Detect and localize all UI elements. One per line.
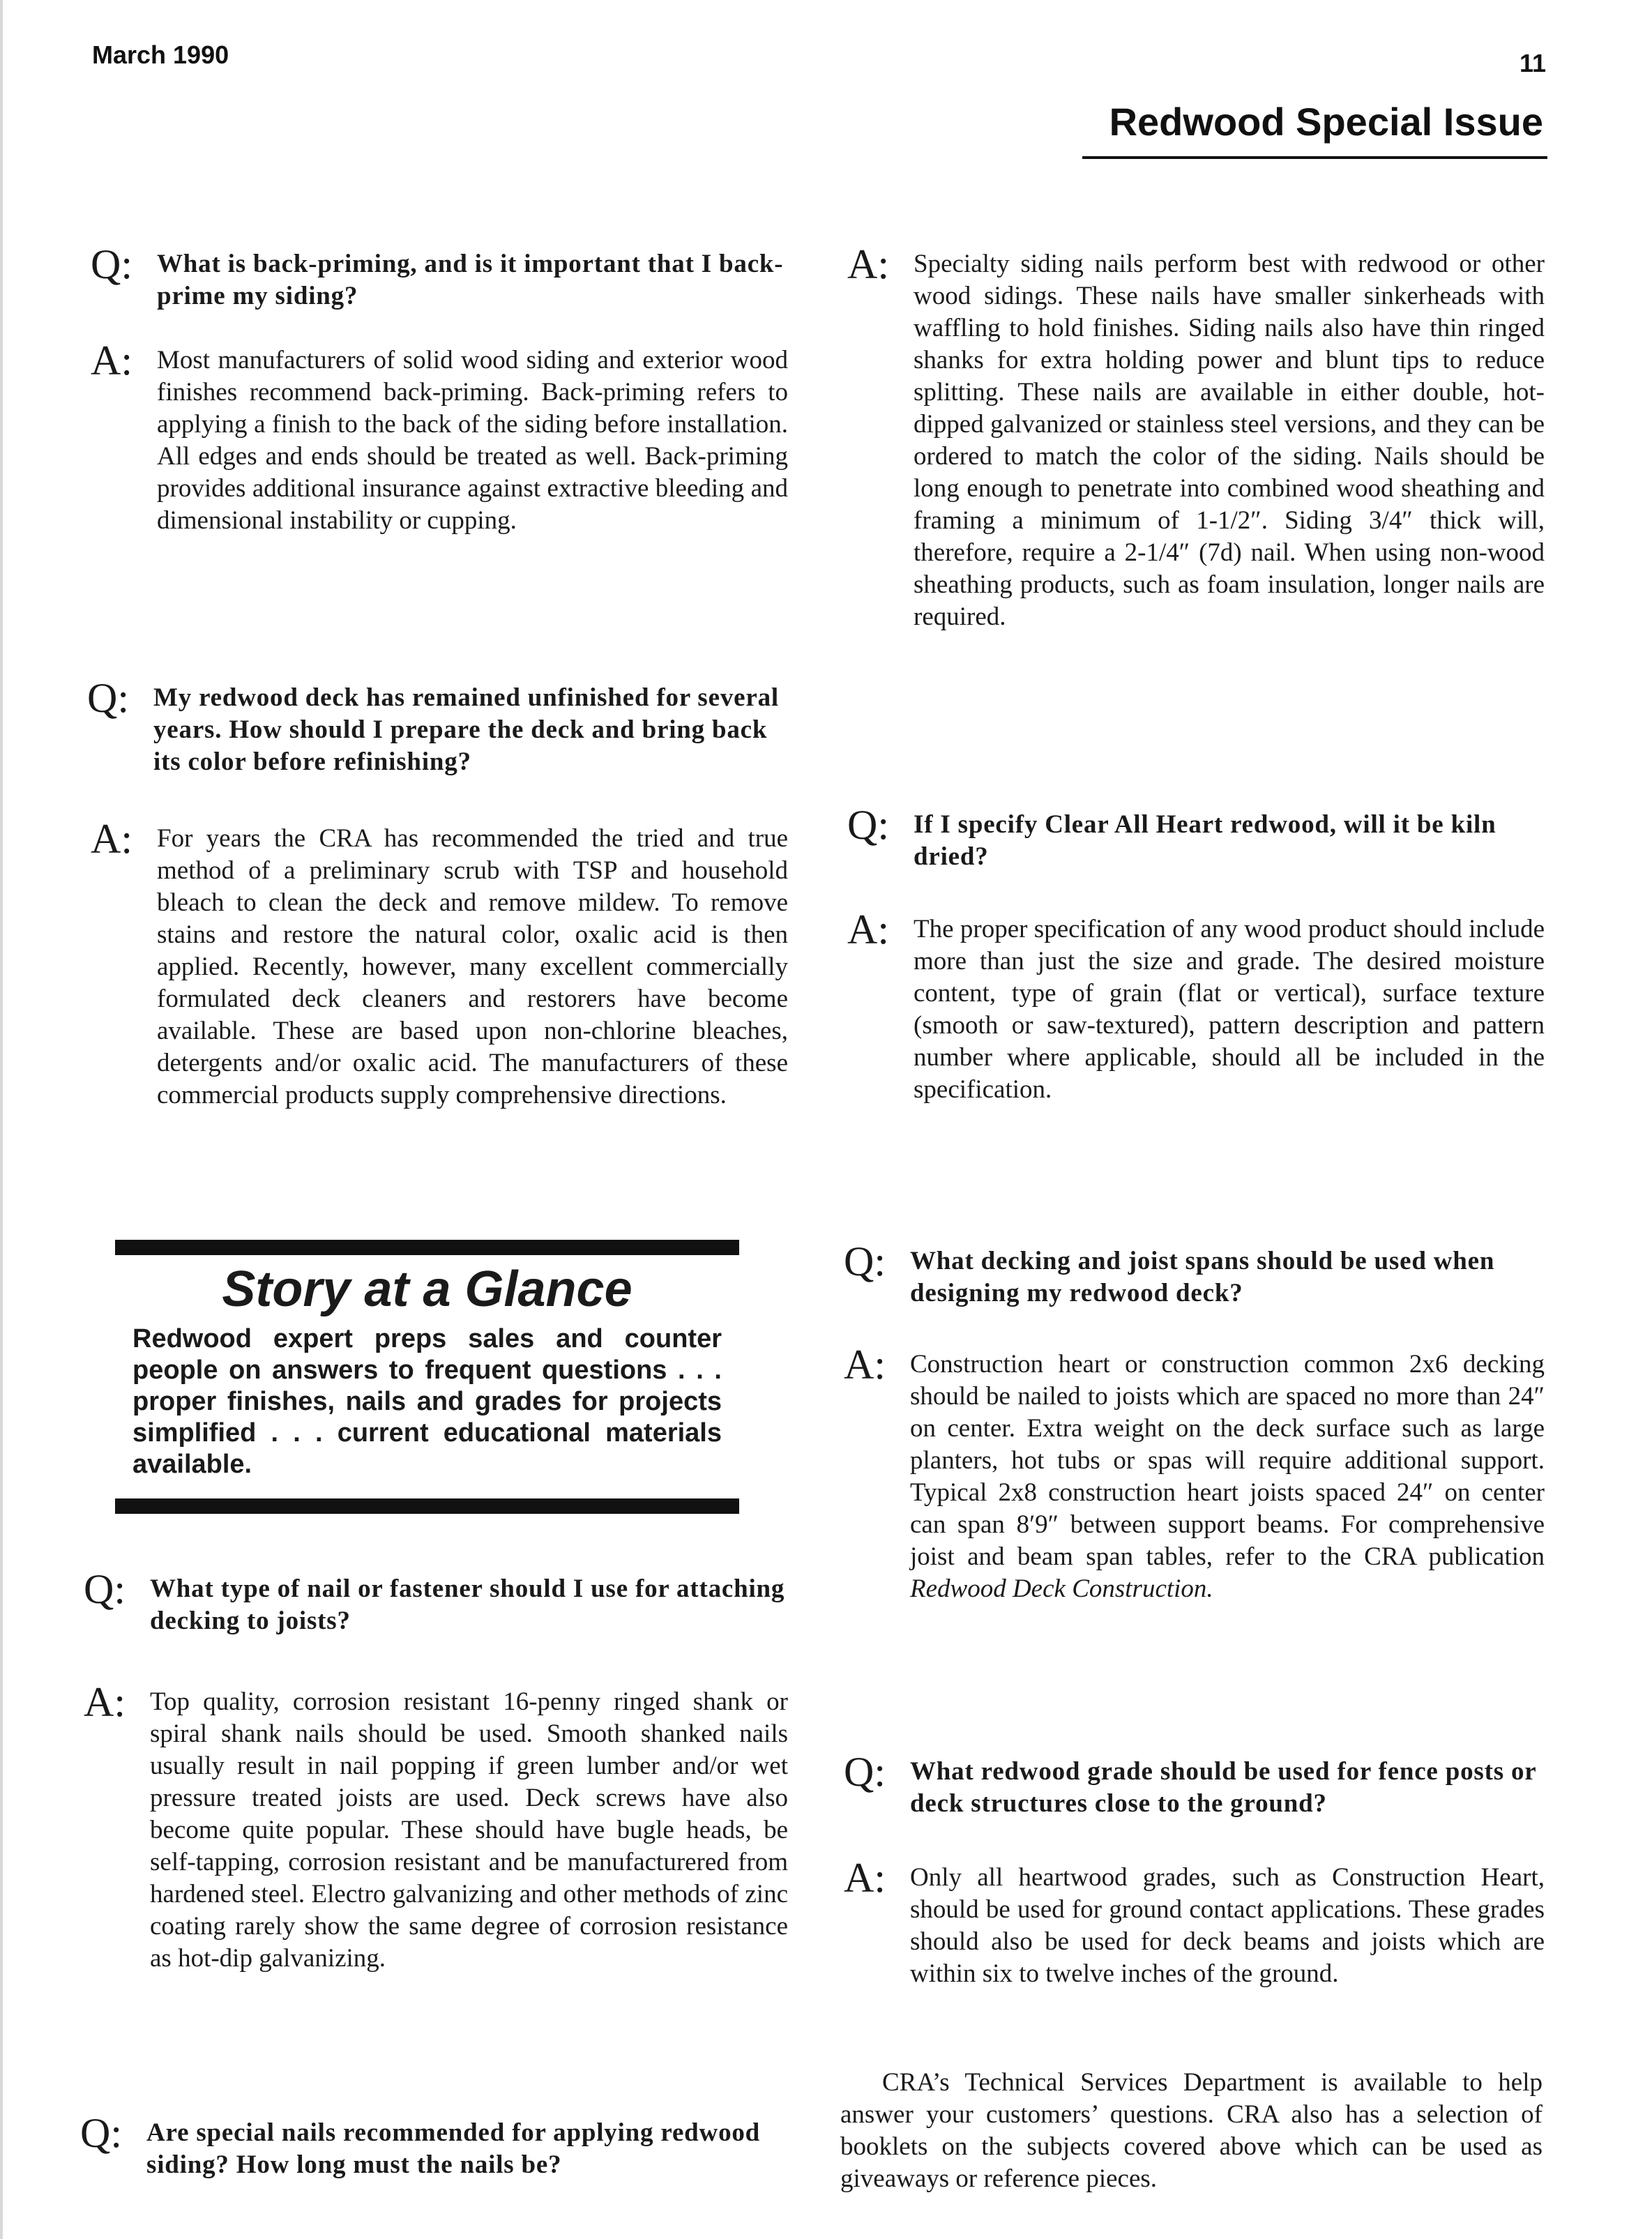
question-text: My redwood deck has remained unfinished for several years. How should I prepare the deck and bring back its color before refinishing? xyxy=(153,683,779,776)
page-edge xyxy=(0,0,3,2239)
answer-5 xyxy=(847,906,1545,1106)
section-title: Redwood Special Issue xyxy=(1109,100,1543,144)
a-label: A: xyxy=(91,816,132,862)
sidebar-bottom-rule xyxy=(115,1498,739,1514)
publication-title: Redwood Deck Construction. xyxy=(910,1574,1213,1603)
sidebar-top-rule xyxy=(115,1240,739,1255)
a-label: A: xyxy=(847,906,889,952)
answer-text: Only all heartwood grades, such as Construction Heart, should be used for ground contact applications. These grades should also be used for deck beams and joists which are within six to twelve inches of the ground. xyxy=(910,1863,1545,1988)
answer-text: Top quality, corrosion resistant 16-penny ringed shank or spiral shank nails should be used. Smooth shanked nails usually result in nail popping if green lumber and/or wet pressure treated joists are used. Deck screws have also become quite popular. These should have bugle heads, be self-tapping, corrosion resistant and be manufacturered from hardened steel. Electro galvanizing and other methods of zinc coating rarely show the same degree of corrosion resistance as hot-dip galvanizing. xyxy=(150,1687,788,1973)
answer-text: Most manufacturers of solid wood siding and exterior wood finishes recommend back-priming. Back-priming refers to applying a finish to the back of the siding before installation. All edges and ends should be treated as well. Back-priming provides additional insurance against extractive bleeding and dimensional instability or cupping. xyxy=(157,346,788,535)
answer-text xyxy=(910,1349,1545,1605)
page-number: 11 xyxy=(1519,49,1546,77)
answer-6 xyxy=(844,1342,1545,1605)
a-label: A: xyxy=(847,241,889,287)
answer-7 xyxy=(844,1855,1545,1990)
question-3 xyxy=(84,1566,788,1637)
q-label: Q: xyxy=(844,1238,886,1284)
q-label: Q: xyxy=(87,675,129,721)
question-text: What decking and joist spans should be used when designing my redwood deck? xyxy=(910,1247,1495,1307)
question-2 xyxy=(87,675,788,778)
a-label: A: xyxy=(844,1855,886,1901)
a-label: A: xyxy=(91,337,132,384)
answer-4 xyxy=(847,241,1545,633)
question-7 xyxy=(844,1749,1545,1820)
q-label: Q: xyxy=(80,2110,122,2156)
question-1 xyxy=(91,241,788,312)
sidebar-body: Redwood expert preps sales and counter people on answers to frequent questions . . . proper finishes, nails and grades for projects simplified . . . current educational materials available. xyxy=(132,1324,722,1479)
answer-2 xyxy=(91,816,788,1111)
answer-text: The proper specification of any wood product should include more than just the size and grade. The desired moisture content, type of grain (flat or vertical), surface texture (smooth or saw-textured), pattern description and pattern number where applicable, should all be included in the specification. xyxy=(914,915,1545,1104)
header-rule xyxy=(1082,156,1547,159)
closing-paragraph: CRA’s Technical Services Department is available to help answer your customers’ questions. CRA also has a selection of booklets on the subjects covered above which can be used as giveaways or reference pieces. xyxy=(840,2068,1543,2193)
answer-1 xyxy=(91,337,788,537)
question-text: What is back-priming, and is it important that I back-prime my siding? xyxy=(157,250,784,310)
q-label: Q: xyxy=(91,241,132,287)
question-text: If I specify Clear All Heart redwood, will it be kiln dried? xyxy=(914,810,1496,871)
answer-text-body: Construction heart or construction common 2x6 decking should be nailed to joists which are spaced no more than 24″ on center. Extra weight on the deck surface such as large planters, hot tubs or spas will require additional support. Typical 2x8 construction heart joists spaced 24″ on center can span 8′9″ between support beams. For comprehensive joist and beam span tables, refer to the CRA publication xyxy=(910,1350,1545,1571)
question-6 xyxy=(844,1238,1545,1310)
a-label: A: xyxy=(844,1342,886,1388)
answer-text: For years the CRA has recommended the tried and true method of a preliminary scrub with TSP and household bleach to clean the deck and remove mildew. To remove stains and restore the natural color, oxalic acid is then applied. Recently, however, many excellent commercially formulated deck cleaners and restorers have become available. These are based upon non-chlorine bleaches, detergents and/or oxalic acid. The manufacturers of these commercial products supply comprehensive directions. xyxy=(157,824,788,1109)
sidebar-title: Story at a Glance xyxy=(222,1261,632,1317)
q-label: Q: xyxy=(847,802,889,848)
question-text: What type of nail or fastener should I use for attaching decking to joists? xyxy=(150,1574,785,1635)
question-4 xyxy=(80,2110,788,2181)
issue-date: March 1990 xyxy=(92,40,229,69)
q-label: Q: xyxy=(84,1566,126,1612)
a-label: A: xyxy=(84,1679,126,1725)
q-label: Q: xyxy=(844,1749,886,1795)
question-text: What redwood grade should be used for fence posts or deck structures close to the ground? xyxy=(910,1757,1536,1818)
question-5 xyxy=(847,802,1545,873)
question-text: Are special nails recommended for applying redwood siding? How long must the nails be? xyxy=(146,2118,761,2179)
answer-3 xyxy=(84,1679,788,1975)
answer-text: Specialty siding nails perform best with redwood or other wood sidings. These nails have smaller sinkerheads with waffling to hold finishes. Siding nails also have thin ringed shanks for extra holding power and blunt tips to reduce splitting. These nails are available in either double, hot-dipped galvanized or stainless steel versions, and they can be ordered to match the color of the siding. Nails should be long enough to penetrate into combined wood sheathing and framing a minimum of 1-1/2″. Siding 3/4″ thick will, therefore, require a 2-1/4″ (7d) nail. When using non-wood sheathing products, such as foam insulation, longer nails are required. xyxy=(914,250,1545,631)
